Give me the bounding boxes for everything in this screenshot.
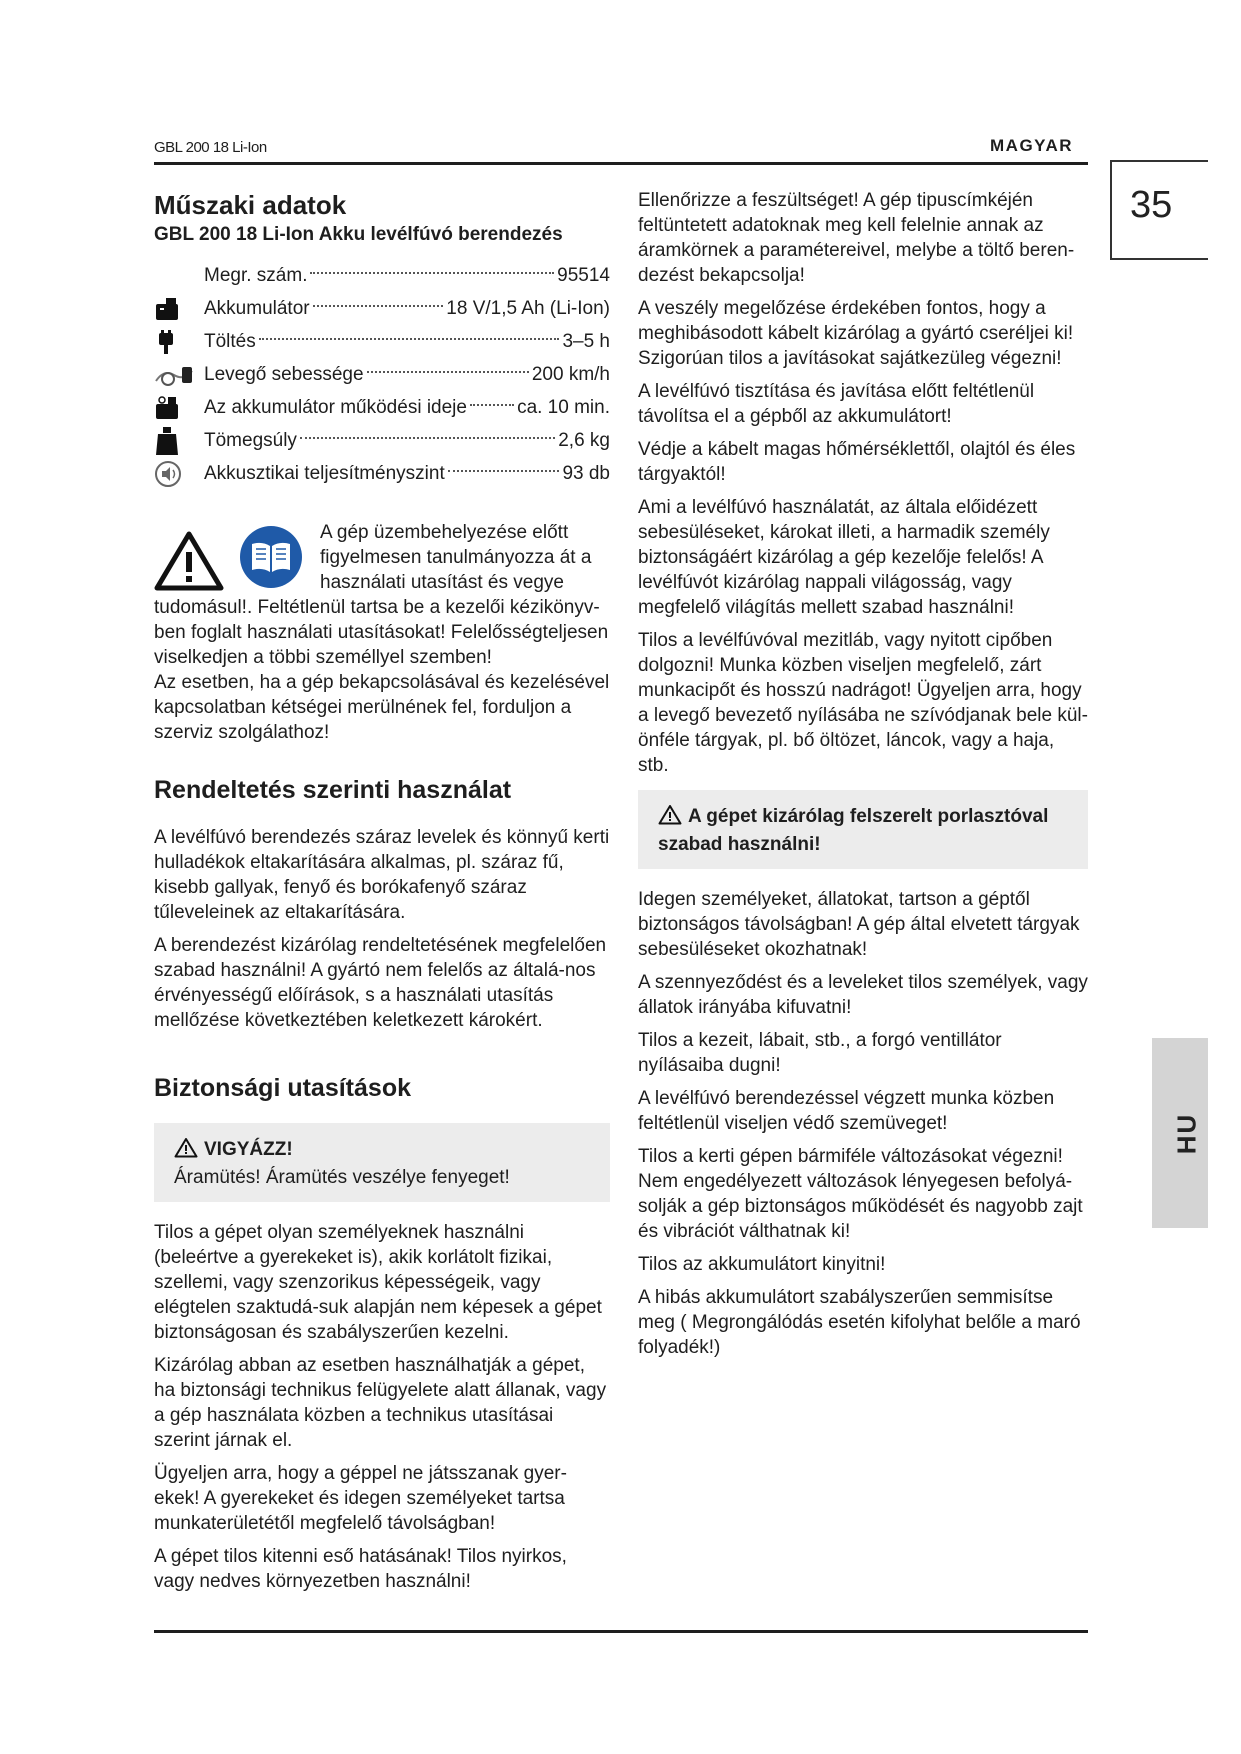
manual-notice-rest: tudomásul!. Feltétlenül tartsa be a kezelői kézikönyv-ben foglalt használati utasításokat! Felelősségteljesen viselkedjen a többi személlyel szemben! bbox=[154, 597, 609, 668]
intended-use-title: Rendeltetés szerinti használat bbox=[154, 776, 512, 804]
header-model: GBL 200 18 Li-Ion bbox=[154, 139, 267, 156]
safety-paragraph: Tilos a kezeit, lábait, stb., a forgó ventillátor nyílásaiba dugni! bbox=[638, 1030, 1002, 1076]
manual-notice-service: Az esetben, ha a gép bekapcsolásával és kezelésével kapcsolatban kétségei merülnének fel, forduljon a szerviz szolgálathoz! bbox=[154, 672, 610, 743]
air-speed-icon bbox=[154, 360, 204, 390]
spec-label: Töltés bbox=[204, 331, 256, 352]
safety-title: Biztonsági utasítások bbox=[154, 1074, 411, 1102]
spec-leader bbox=[367, 371, 529, 373]
spec-value: 2,6 kg bbox=[558, 430, 610, 451]
safety-paragraph: Tilos az akkumulátort kinyitni! bbox=[638, 1254, 886, 1275]
spec-row bbox=[154, 358, 610, 391]
spec-row bbox=[154, 325, 610, 358]
warning-triangle-icon bbox=[154, 530, 224, 599]
warning-box-title bbox=[174, 1137, 590, 1165]
spec-row bbox=[154, 259, 610, 292]
spec-leader bbox=[448, 470, 560, 472]
safety-paragraph: Védje a kábelt magas hőmérséklettől, olajtól és éles tárgyaktól! bbox=[638, 439, 1076, 485]
spec-label: Akkusztikai teljesítményszint bbox=[204, 463, 445, 484]
safety-paragraph: Ami a levélfúvó használatát, az általa előidézett sebesüléseket, károkat illeti, a harmadik személy biztonságáért kizárólag a gép kezelője felelős! A levélfúvót kizárólag nappali világosság, vagy megfelelő világítás mellett szabad használni! bbox=[638, 497, 1050, 618]
safety-paragraph: A gépet tilos kitenni eső hatásának! Tilos nyirkos, vagy nedves környezetben használni! bbox=[154, 1546, 567, 1592]
spec-label: Akkumulátor bbox=[204, 298, 310, 319]
spec-row bbox=[154, 457, 610, 490]
notice-box-text: A gépet kizárólag felszerelt porlasztóval szabad használni! bbox=[658, 806, 1049, 855]
header-rule bbox=[154, 162, 1088, 165]
safety-paragraph: Kizárólag abban az esetben használhatják a gépet, ha biztonsági technikus felügyelete alatt állanak, vagy a gép használata közben a technikus utasításai szerint járnak el. bbox=[154, 1355, 607, 1451]
warning-box bbox=[154, 1123, 610, 1202]
safety-paragraph: Ügyeljen arra, hogy a géppel ne játsszanak gyer-ekek! A gyerekeket és idegen személyeket tartsa munkaterületétől megfelelő távolságban! bbox=[154, 1463, 567, 1534]
specs-title: Műszaki adatok bbox=[154, 190, 347, 220]
safety-paragraph: Tilos a levélfúvóval mezitláb, vagy nyitott cipőben dolgozni! Munka közben viseljen megfelelő, zárt munkacipőt és hosszú nadrágot! Ügyeljen arra, hogy a levegő bevezető nyílásába ne szívódjanak bele kül-önféle tárgyak, pl. bő öltözet, láncok, vagy a haja, stb. bbox=[638, 630, 1088, 776]
spec-label: Megr. szám. bbox=[204, 265, 308, 286]
spec-value: 95514 bbox=[557, 265, 610, 286]
specs-subtitle: GBL 200 18 Li-Ion Akku levélfúvó berendezés bbox=[154, 224, 563, 245]
spec-value: 93 db bbox=[562, 463, 610, 484]
spec-row bbox=[154, 292, 610, 325]
weight-icon bbox=[154, 426, 204, 456]
safety-paragraph: A levélfúvó tisztítása és javítása előtt feltétlenül távolítsa el a gépből az akkumulátort! bbox=[638, 381, 1035, 427]
battery-icon bbox=[154, 294, 204, 324]
spec-leader bbox=[470, 404, 514, 406]
page-number: 35 bbox=[1130, 184, 1173, 226]
intended-use-paragraph: A berendezést kizárólag rendeltetésének megfelelően szabad használni! A gyártó nem felelős az általá-nos érvényességű előírások, s a használati utasítás mellőzése következtében keletkezett károkért. bbox=[154, 935, 607, 1031]
spec-label: Tömegsúly bbox=[204, 430, 297, 451]
spec-value: 200 km/h bbox=[531, 364, 610, 385]
charger-plug-icon bbox=[154, 327, 204, 357]
spec-row bbox=[154, 424, 610, 457]
spec-label: Az akkumulátor működési ideje bbox=[204, 397, 467, 418]
spec-list bbox=[154, 259, 610, 490]
warning-small-icon bbox=[174, 1137, 198, 1165]
spec-label: Levegő sebessége bbox=[204, 364, 364, 385]
safety-paragraph: Tilos a gépet olyan személyeknek használni (beleértve a gyerekeket is), akik korlátolt fizikai, szellemi, vagy szenzorikus képességeik, vagy elégtelen szaktudá-suk alapján nem képesek a gépet biztonságosan és szabályszerűen kezelni. bbox=[154, 1222, 602, 1343]
spec-value: 18 V/1,5 Ah (Li-Ion) bbox=[446, 298, 610, 319]
read-manual-icon bbox=[238, 524, 304, 597]
spec-value: ca. 10 min. bbox=[517, 397, 610, 418]
safety-paragraph: A szennyeződést és a leveleket tilos személyek, vagy állatok irányába kifuvatni! bbox=[638, 972, 1088, 1018]
spec-value: 3–5 h bbox=[562, 331, 610, 352]
notice-box bbox=[638, 790, 1088, 869]
spec-leader bbox=[313, 305, 444, 307]
battery-runtime-icon bbox=[154, 393, 204, 423]
manual-notice bbox=[154, 520, 610, 745]
language-side-tab bbox=[1152, 1038, 1208, 1228]
warning-box-text: Áramütés! Áramütés veszélye fenyeget! bbox=[174, 1167, 510, 1188]
warning-small-icon bbox=[658, 804, 682, 832]
left-column bbox=[154, 190, 610, 1602]
safety-paragraph: Tilos a kerti gépen bármiféle változásokat végezni! Nem engedélyezett változások lényegesen befolyá-solják a gép biztonságos működését és nagyobb zajt és vibrációt válthatnak ki! bbox=[638, 1146, 1083, 1242]
manual-notice-first: A gép üzembehelyezése előtt figyelmesen tanulmányozza át a használati utasítást és vegye bbox=[320, 522, 592, 593]
safety-paragraph: A veszély megelőzése érdekében fontos, hogy a meghibásodott kábelt kizárólag a gyártó cseréljei ki! Szigorúan tilos a javításokat sajátkezüleg végezni! bbox=[638, 298, 1074, 369]
warning-title-text: VIGYÁZZ! bbox=[204, 1139, 293, 1160]
intended-use-paragraph: A levélfúvó berendezés száraz levelek és könnyű kerti hulladékok eltakarítására alkalmas, pl. száraz fű, kisebb gallyak, fenyő és borókafenyő száraz tűleveleinek az eltakarítására. bbox=[154, 827, 610, 923]
safety-paragraph: A levélfúvó berendezéssel végzett munka közben feltétlenül viseljen védő szemüveget! bbox=[638, 1088, 1055, 1134]
spec-leader bbox=[259, 338, 560, 340]
footer-rule bbox=[154, 1630, 1088, 1633]
right-column bbox=[638, 188, 1088, 1368]
sound-level-icon bbox=[154, 459, 204, 489]
spec-row bbox=[154, 391, 610, 424]
spec-leader bbox=[300, 437, 555, 439]
spec-leader bbox=[310, 272, 554, 274]
safety-paragraph: A hibás akkumulátort szabályszerűen semmisítse meg ( Megrongálódás esetén kifolyhat belőle a maró folyadék!) bbox=[638, 1287, 1081, 1358]
safety-paragraph: Ellenőrizze a feszültséget! A gép tipuscímkéjén feltüntetett adatoknak meg kell felelnie annak az áramkörnek a paramétereivel, melybe a töltő beren-dezést bekapcsolja! bbox=[638, 190, 1075, 286]
header-language: MAGYAR bbox=[990, 136, 1073, 155]
language-side-tab-label: HU bbox=[1171, 1112, 1202, 1155]
safety-paragraph: Idegen személyeket, állatokat, tartson a géptől biztonságos távolságban! A gép által elvetett tárgyak sebesüléseket okozhatnak! bbox=[638, 889, 1080, 960]
